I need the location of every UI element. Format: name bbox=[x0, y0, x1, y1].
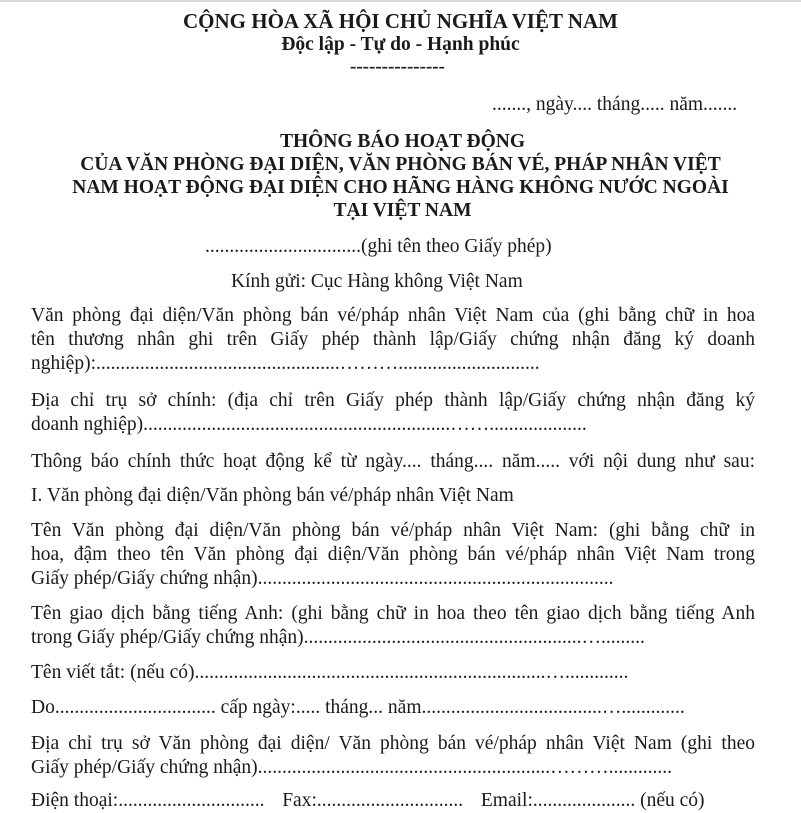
contact-line bbox=[31, 789, 755, 813]
phone-label: Điện thoại: bbox=[31, 790, 119, 811]
title-line-3: NAM HOẠT ĐỘNG ĐẠI DIỆN CHO HÃNG HÀNG KHÔNG NƯỚC NGOÀI bbox=[72, 177, 729, 198]
paragraph-start-date: Thông báo chính thức hoạt động kể từ ngày.... tháng.... năm..... với nội dung như sau: bbox=[31, 451, 755, 472]
paragraph-office-address-line-1: Địa chỉ trụ sở Văn phòng đại diện/ Văn phòng bán vé/pháp nhân Việt Nam (ghi theo bbox=[31, 733, 755, 754]
country-heading: CỘNG HÒA XÃ HỘI CHỦ NGHĨA VIỆT NAM bbox=[182, 9, 619, 33]
paragraph-abbreviation: Tên viết tắt: (nếu có)........................................................................…............. bbox=[31, 662, 629, 683]
optional-note: (nếu có) bbox=[640, 790, 705, 811]
paragraph-name-line-3: Giấy phép/Giấy chứng nhận)......................................................................... bbox=[31, 568, 614, 589]
fax-field: .............................. bbox=[316, 790, 464, 811]
date-line: ......., ngày.... tháng..... năm....... bbox=[492, 94, 738, 115]
paragraph-issued-by: Do................................. cấp ngày:..... tháng... năm.....................................…............. bbox=[31, 697, 685, 718]
phone-field: .............................. bbox=[118, 790, 265, 811]
paragraph-office-line-1: Văn phòng đại diện/Văn phòng bán vé/pháp nhân Việt Nam của (ghi bằng chữ in hoa bbox=[31, 305, 755, 326]
name-line: ................................(ghi tên theo Giấy phép) bbox=[205, 236, 552, 257]
paragraph-name-line-2: hoa, đậm theo tên Văn phòng đại diện/Văn phòng bán vé/pháp nhân Việt Nam trong bbox=[31, 544, 755, 565]
paragraph-english-name-line-1: Tên giao dịch bằng tiếng Anh: (ghi bằng chữ in hoa theo tên giao dịch bằng tiếng Anh bbox=[31, 603, 755, 624]
paragraph-office-address-line-2: Giấy phép/Giấy chứng nhận)............................................................………............. bbox=[31, 757, 673, 778]
section-heading-1: I. Văn phòng đại diện/Văn phòng bán vé/pháp nhân Việt Nam bbox=[31, 485, 514, 506]
recipient-line: Kính gửi: Cục Hàng không Việt Nam bbox=[231, 271, 523, 292]
title-line-1: THÔNG BÁO HOẠT ĐỘNG bbox=[279, 131, 526, 152]
title-line-4: TẠI VIỆT NAM bbox=[333, 200, 472, 221]
header-separator: --------------- bbox=[350, 56, 445, 77]
paragraph-address-line-2: doanh nghiệp)...............................................................…….................... bbox=[31, 414, 587, 435]
paragraph-english-name-line-2: trong Giấy phép/Giấy chứng nhận).........................................................…......... bbox=[31, 627, 645, 648]
fax-label: Fax: bbox=[282, 790, 317, 811]
paragraph-office-line-3: nghiệp):..................................................………............................. bbox=[31, 353, 540, 374]
email-label: Email: bbox=[480, 790, 533, 811]
paragraph-name-line-1: Tên Văn phòng đại diện/Văn phòng bán vé/pháp nhân Việt Nam: (ghi bằng chữ in bbox=[31, 520, 755, 541]
title-line-2: CỦA VĂN PHÒNG ĐẠI DIỆN, VĂN PHÒNG BÁN VÉ, PHÁP NHÂN VIỆT bbox=[80, 154, 721, 175]
document-page bbox=[0, 2, 801, 811]
paragraph-address-line-1: Địa chỉ trụ sở chính: (địa chỉ trên Giấy phép thành lập/Giấy chứng nhận đăng ký bbox=[31, 390, 755, 411]
email-field: ..................... bbox=[532, 790, 636, 811]
paragraph-office-line-2: tên thương nhân ghi trên Giấy phép thành lập/Giấy chứng nhận đăng ký doanh bbox=[31, 329, 755, 350]
motto: Độc lập - Tự do - Hạnh phúc bbox=[281, 34, 520, 55]
